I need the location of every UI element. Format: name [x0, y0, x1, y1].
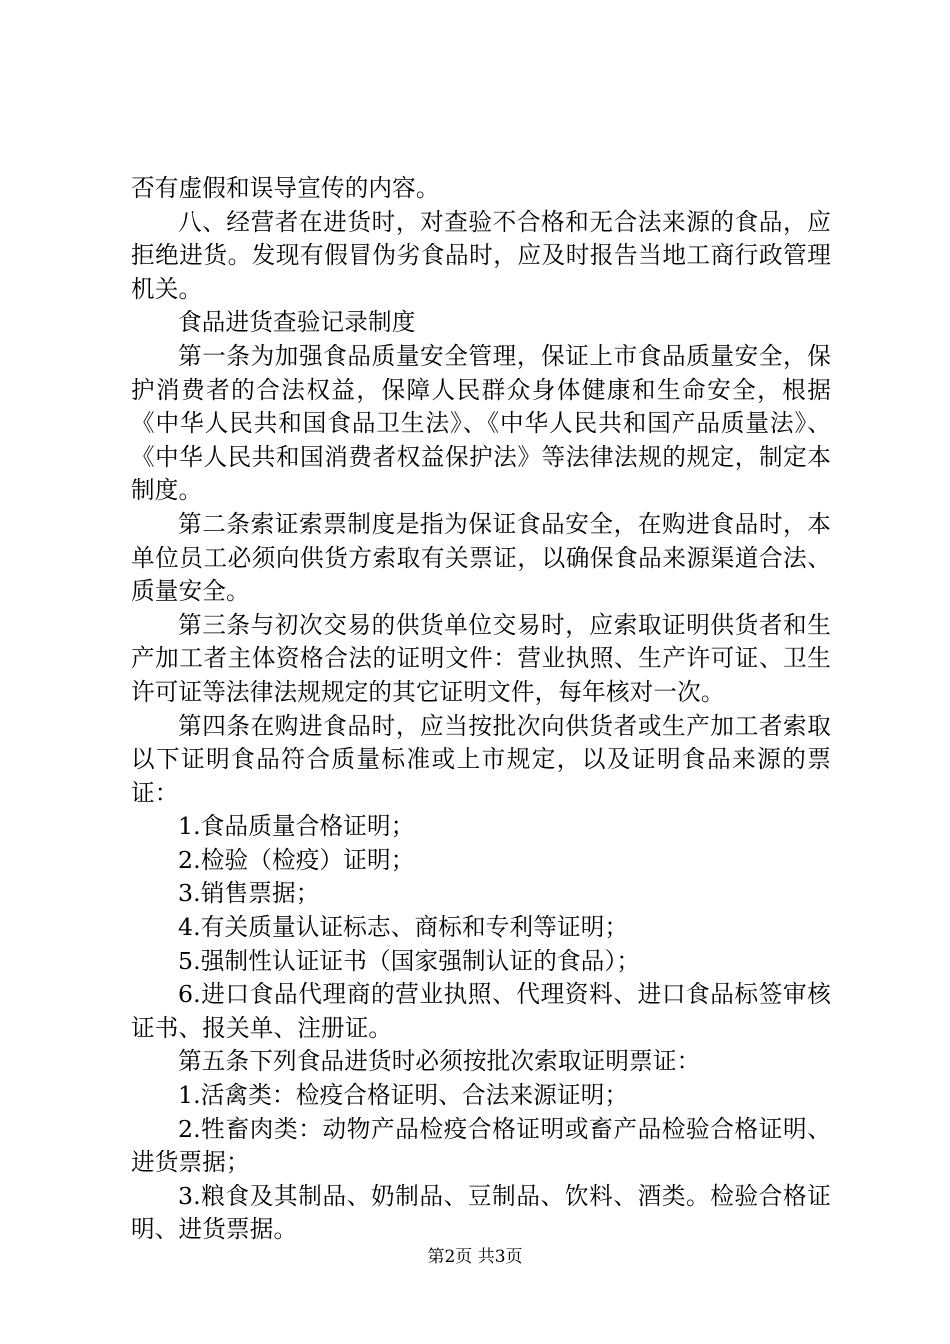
list-item: 1.食品质量合格证明； — [178, 812, 415, 841]
paragraph: 八、经营者在进货时，对查验不合格和无合法来源的食品，应拒绝进货。发现有假冒伪劣食品时，应及时报告当地工商行政管理机关。 — [131, 207, 831, 303]
paragraph: 第一条为加强食品质量安全管理，保证上市食品质量安全，保护消费者的合法权益，保障人民群众身体健康和生命安全，根据《中华人民共和国食品卫生法》、《中华人民共和国产品质量法》、《中华人民共和国消费者权益保护法》等法律法规的规定，制定本制度。 — [131, 341, 831, 505]
paragraph: 第三条与初次交易的供货单位交易时，应索取证明供货者和生产加工者主体资格合法的证明文件：营业执照、生产许可证、卫生许可证等法律法规规定的其它证明文件，每年核对一次。 — [131, 610, 831, 706]
page-number: 第2页 共3页 — [427, 1247, 523, 1267]
paragraph: 第二条索证索票制度是指为保证食品安全，在购进食品时，本单位员工必须向供货方索取有关票证，以确保食品来源渠道合法、质量安全。 — [131, 509, 831, 606]
list-item: 5.强制性认证证书（国家强制认证的食品）； — [178, 946, 641, 975]
paragraph: 第四条在购进食品时，应当按批次向供货者或生产加工者索取以下证明食品符合质量标准或上市规定，以及证明食品来源的票证： — [131, 711, 831, 807]
list-item: 1.活禽类：检疫合格证明、合法来源证明； — [178, 1081, 629, 1110]
paragraph: 第五条下列食品进货时必须按批次索取证明票证： — [178, 1047, 701, 1076]
paragraph: 否有虚假和误导宣传的内容。 — [131, 174, 440, 202]
document-body — [131, 172, 831, 1247]
list-item: 3.销售票据； — [178, 879, 320, 908]
list-item: 3.粮食及其制品、奶制品、豆制品、饮料、酒类。检验合格证明、进货票据。 — [131, 1181, 831, 1244]
list-item: 6.进口食品代理商的营业执照、代理资料、进口食品标签审核证书、报关单、注册证。 — [131, 980, 831, 1042]
section-heading: 食品进货查验记录制度 — [178, 308, 416, 337]
list-item: 4.有关质量认证标志、商标和专利等证明； — [178, 913, 629, 942]
list-item: 2.牲畜肉类：动物产品检疫合格证明或畜产品检验合格证明、进货票据； — [131, 1114, 831, 1177]
list-item: 2.检验（检疫）证明； — [178, 845, 415, 874]
page-footer — [0, 1246, 950, 1268]
